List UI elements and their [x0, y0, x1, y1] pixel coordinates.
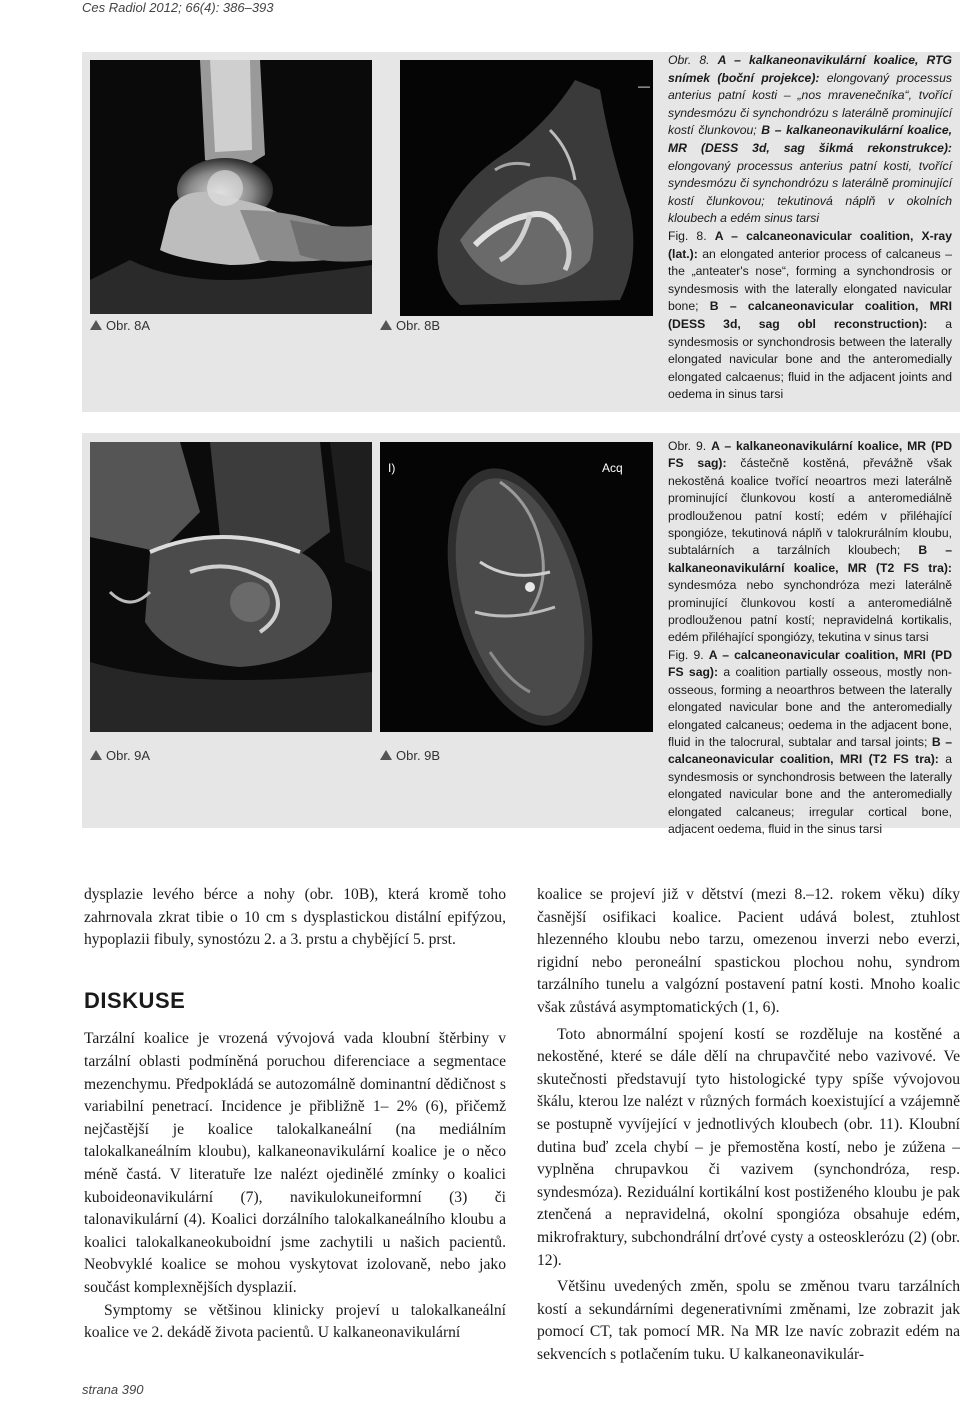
figure-8b-image: [400, 60, 653, 316]
figure-9a-label: [90, 748, 150, 763]
paragraph-right-1: koalice se projeví již v dětství (mezi 8.–12. rokem věku) díky časnější osifikaci koalice. Pacient udává bolest, ztuhlost hlezenného kloubu nebo tarzu, omezenou inverzi nebo everzi, rigidní nebo peroneální spastickou plochou nohu, syndrom tarzálního tunelu a valgózní postavení patní kosti. Mnoho koalic však zůstává asymptomatických (1, 6).: [537, 886, 960, 1016]
figure-8b-label: [380, 318, 440, 333]
left-column: [84, 884, 506, 1345]
mri-overlay-left: I): [388, 461, 396, 475]
figure-8a-image: [90, 60, 372, 314]
figure-9a-image: [90, 442, 372, 732]
figure-9-caption-cz: Obr. 9. A – kalkaneonavikulární koalice, MR (PD FS sag): částečně kostěná, převážně však nekostěná koalice tvořící neoartros mezi laterálně prominující člunkovou kostí a anteromediálně prodlouženou patní kostí; edém v přiléhající spongióze, tekutinová náplň v talokrurálním kloubu, subtalárních a tarzálních kloubech; B – kalkaneonavikulární koalice, MR (T2 FS tra): syndesmóza nebo synchondróza mezi laterálně prominující člunkovou kostí a anteromediálně prodlouženou patní kostí; nepravidelná kortikalis, edém přiléhající spongiózy, tekutina v sinus tarsi: [668, 439, 953, 645]
page-number: strana 390: [82, 1382, 144, 1397]
paragraph-discussion-1: Tarzální koalice je vrozená vývojová vada kloubní štěrbiny v tarzální oblasti podmíněná poruchou diferenciace a segmentace mezenchymu. Předpokládá se autozomálně dominantní dědičnost s variabilní penetrací. Incidence je přibližně 1– 2% (6), přičemž nejčastější je koalice talokalkaneální (na mediálním talokalkaneálním kloubu), kalkaneonavikulární koalice je o něco méně častá. V literatuře lze nalézt ojedinělé zmínky o koalici kuboideonavikulární (7), navikulokuneiformní (3) či talonavikulární (4). Koalici dorzálního talokalkaneálního kloubu a koalici talokalkaneokuboidní jsme zachytili u našich pacientů. Neobvyklé koalice se mohou vyskytovat izolovaně, nebo jako součást komplexnějších dysplazií.: [84, 1030, 506, 1296]
triangle-up-icon: [90, 320, 102, 330]
figure-9-caption-en: Fig. 9. A – calcaneonavicular coalition, MRI (PD FS sag): a coalition partially osseous, mostly non-osseous, forming a neoarthros between the laterally elongated navicular bone and the anteromedially elongated calcaneus; oedema in the adjacent bone, fluid in the talocrural, subtalar and tarsal joints; B – calcaneonavicular coalition, MRI (T2 FS tra): a syndesmosis or synchondrosis between the laterally elongated navicular bone and the anteromedially elongated calcaneus; irregular cortical bone, adjacent oedema, fluid in the sinus tarsi: [668, 647, 953, 836]
triangle-up-icon: [380, 750, 392, 760]
figure-8a-label-text: Obr. 8A: [106, 318, 151, 333]
paragraph-right-2: Toto abnormální spojení kostí se rozděluje na kostěné a nekostěné, které se dále dělí na chrupavčité nebo vazivové. Ve skutečnosti představují tyto histologické typy spíše vývojovou škálu, kterou lze nalézt v různých formách koexistující a vzájemně se postupně vyvíjející v jednotlivých kloubech (obr. 11). Kloubní dutina buď zcela chybí – je přemostěna kostí, nebo je zúžena – vyplněna chrupavkou či vazivem (synchondróza, resp. syndesmóza). Reziduální kortikální kost postiženého kloubu je pak ztenčená a nepravidelná, okolní spongióza obsahuje edém, mikrofraktury, subchondrální drťové cysty a osteosklerózu (2) (obr. 12).: [537, 1025, 960, 1269]
figure-8-caption: [668, 52, 952, 404]
journal-citation: Ces Radiol 2012; 66(4): 386–393: [82, 0, 274, 15]
section-heading: DISKUSE: [84, 987, 186, 1013]
paragraph-right-3: Většinu uvedených změn, spolu se změnou tvaru tarzálních kostí a sekundárními degenerativními změnami, lze zobrazit jak pomocí CT, tak pomocí MR. Na MR lze navíc zobrazit edém na sekvencích s potlačením tuku. U kalkaneonavikulár-: [537, 1278, 960, 1363]
paragraph-discussion-2: Symptomy se většinou klinicky projeví u talokalkaneální koalice ve 2. dekádě života pacientů. U kalkaneonavikulární: [84, 1301, 506, 1342]
mri-overlay-right: Acq: [602, 461, 623, 475]
svg-text:—: —: [638, 79, 650, 93]
figure-8a-label: [90, 318, 150, 333]
figure-9b-image: [380, 442, 653, 732]
figure-8-caption-cz: Obr. 8. A – kalkaneonavikulární koalice, RTG snímek (boční projekce): elongovaný processus anterius patní kosti – „nos mravenečníka“, tvořící syndesmózu či synchondrózu s laterálně prominující kostí člunkovou; B – kalkaneonavikulární koalice, MR (DESS 3d, sag šikmá rekonstrukce): elongovaný processus anterius patní kosti, tvořící syndesmózu či synchondrózu s laterálně prominující kostí člunkovou; tekutinová náplň v okolních kloubech a edém sinus tarsi: [668, 53, 952, 226]
triangle-up-icon: [90, 750, 102, 760]
figure-9a-label-text: Obr. 9A: [106, 748, 151, 763]
paragraph-intro: dysplazie levého bérce a nohy (obr. 10B), která kromě toho zahrnovala zkrat tibie o 10 cm s dysplastickou distální epifýzou, hypoplazii fibuly, synostózu 2. a 3. prstu a chybějící 5. prst.: [84, 886, 506, 949]
figure-9b-label-text: Obr. 9B: [396, 748, 441, 763]
right-column: [537, 884, 960, 1366]
figure-9-caption: [668, 438, 952, 838]
figure-9b-label: [380, 748, 440, 763]
figure-8-caption-en: Fig. 8. A – calcaneonavicular coalition, X-ray (lat.): an elongated anterior process of calcaneus – the „anteater's nose“, forming a synchondrosis or syndesmosis with the laterally elongated navicular bone; B – calcaneonavicular coalition, MRI (DESS 3d, sag obl reconstruction): a syndesmosis or synchondrosis between the laterally elongated navicular bone and the anteromedially elongated calcaenus; fluid in the adjacent joints and oedema in sinus tarsi: [668, 228, 952, 402]
triangle-up-icon: [380, 320, 392, 330]
figure-8b-label-text: Obr. 8B: [396, 318, 441, 333]
